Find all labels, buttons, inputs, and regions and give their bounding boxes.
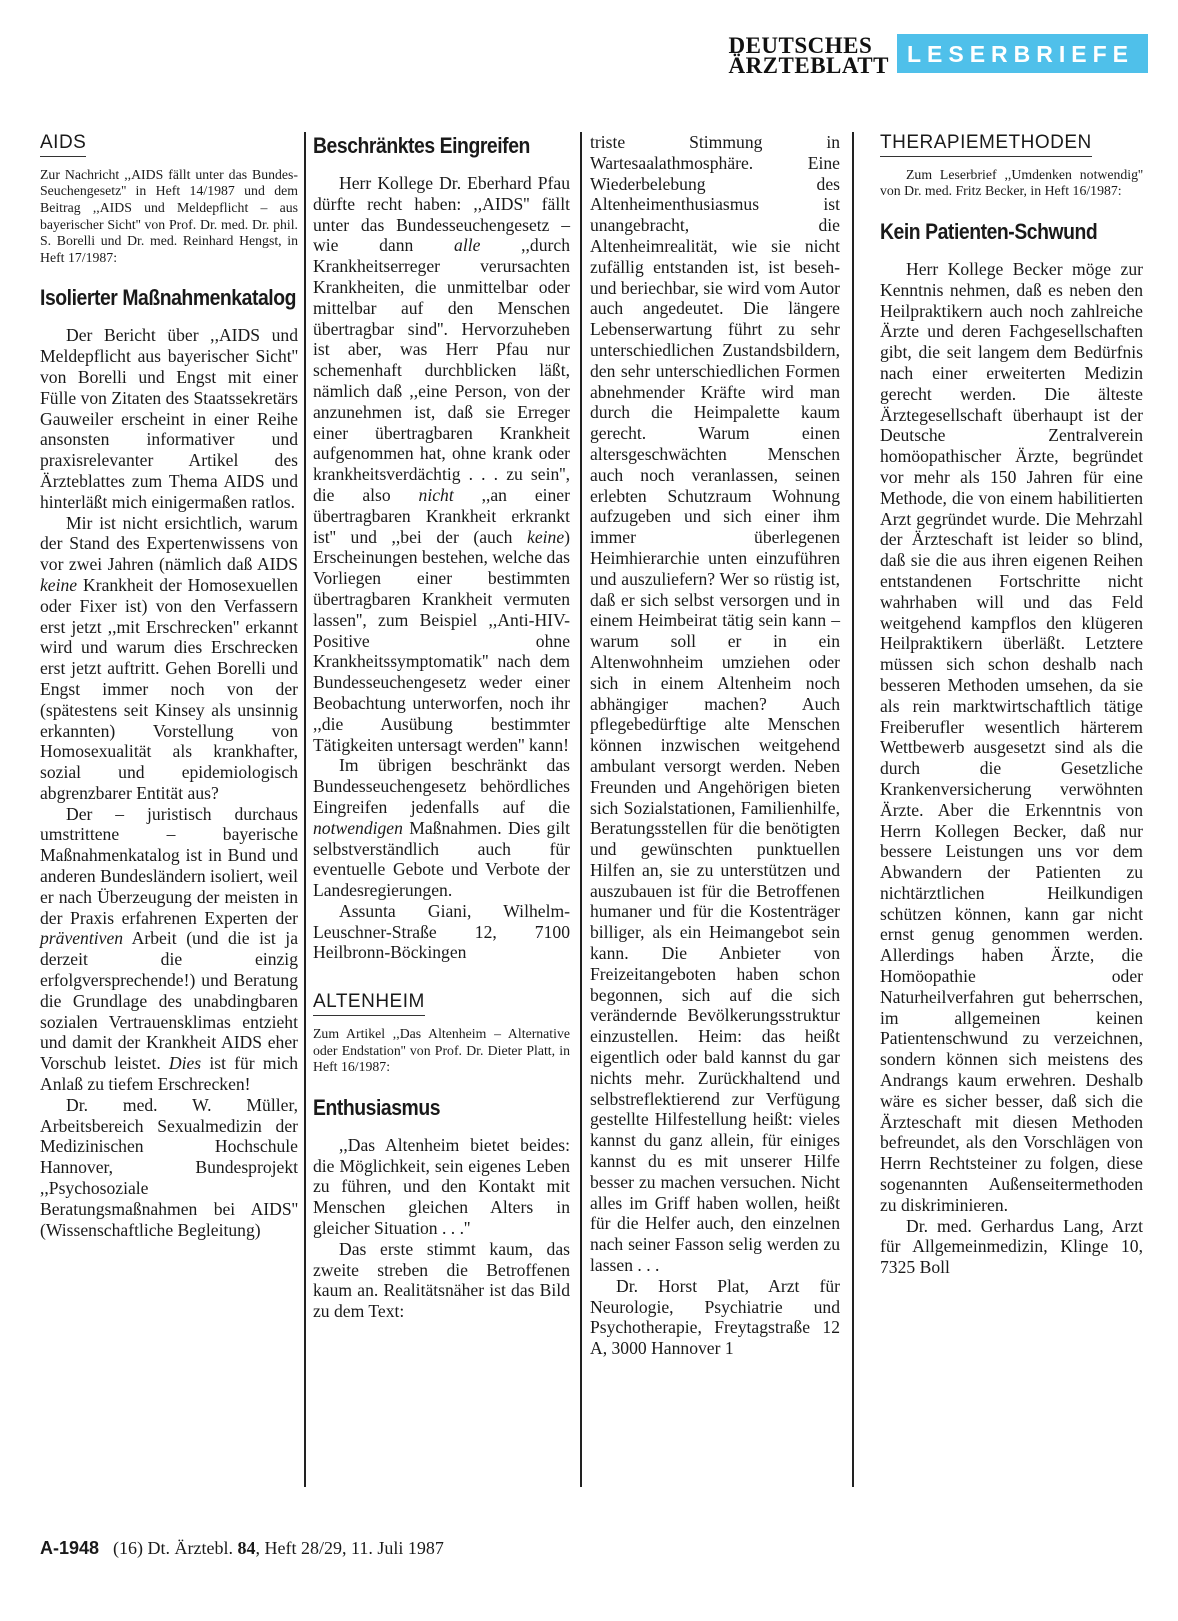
logo-line-2: ÄRZTEBLATT — [728, 53, 889, 78]
journal-logo — [728, 33, 889, 78]
volume-number: 84 — [237, 1538, 256, 1558]
page-number: A-1948 — [40, 1538, 100, 1558]
column-4 — [880, 132, 1143, 1278]
page-footer — [40, 1538, 444, 1559]
masthead — [728, 34, 1148, 76]
author-signature: Assunta Giani, Wilhelm-Leuschner-Straße 12, 7100 Heilbronn-Böckingen — [313, 900, 570, 963]
letter-headline: Kein Patienten-Schwund — [880, 218, 1098, 244]
author-signature: Dr. med. W. Müller, Arbeitsbereich Sexualmedizin der Medizinischen Hochschule Hannover, Bundesprojekt ,,Psychosoziale Beratungsmaßnahmen bei AIDS'' (Wissenschaftliche Begleitung) — [40, 1094, 298, 1240]
reference-note: Zur Nachricht ,,AIDS fällt unter das Bundes-Seuchengesetz'' in Heft 14/1987 und dem Beitrag ,,AIDS und Meldepflicht – aus bayerischer Sicht'' von Prof. Dr. med. Dr. phil. S. Borelli und Dr. med. Reinhard Hengst, in Heft 17/1987: — [40, 166, 298, 265]
author-signature: Dr. Horst Plat, Arzt für Neurologie, Psychiatrie und Psychotherapie, Freytagstraße 12 A, 3000 Hannover 1 — [590, 1275, 840, 1359]
body-paragraph: ,,Das Altenheim bietet beides: die Möglichkeit, sein eigenes Leben zu führen, und den Kontakt mit Menschen gleichen Alters in gleicher Situation . . .'' — [313, 1134, 570, 1239]
column-1 — [40, 132, 298, 1240]
column-2 — [313, 132, 570, 1322]
column-rule — [852, 132, 854, 1487]
author-signature: Dr. med. Gerhardus Lang, Arzt für Allgemeinmedizin, Klinge 10, 7325 Boll — [880, 1215, 1143, 1278]
body-paragraph: Mir ist nicht ersichtlich, warum der Stand des Expertenwissens von vor zwei Jahren (nämlich daß AIDS keine Krankheit der Homosexuellen oder Fixer ist) von den Verfassern erst jetzt ,,mit Erschrecken'' erkannt wird und warum dies Erschrecken erst jetzt auftritt. Gehen Borelli und Engst immer noch von der (spätestens seit Kinsey als unsinnig erkannten) Vorstellung von Homosexualität als krankhafter, sozial und epidemiologisch abgrenzbarer Entität aus? — [40, 512, 298, 803]
body-paragraph: Im übrigen beschränkt das Bundesseuchengesetz behördliches Eingreifen jedenfalls auf die notwendigen Maßnahmen. Dies gilt selbstverständlich auch für eventuelle Gebote und Verbote der Landesregierungen. — [313, 755, 570, 901]
body-paragraph: Der – juristisch durchaus umstrittene – bayerische Maßnahmenkatalog ist in Bund und anderen Bundesländern isoliert, weil er nach Überzeugung der meisten in der Praxis erfahrenen Experten der präventiven Arbeit (und die ist ja derzeit die einzig erfolgversprechende!) und Beratung die Grundlage des unabdingbaren sozialen Vertrauensklimas entzieht und damit der Krankheit AIDS eher Vorschub leistet. Dies ist für mich Anlaß zu tiefem Erschrecken! — [40, 803, 298, 1095]
topic-kicker: AIDS — [40, 133, 86, 157]
body-paragraph: Der Bericht über ,,AIDS und Meldepflicht aus bayerischer Sicht'' von Borelli und Engst mit einer Fülle von Zitaten des Staatssekretärs Gauweiler erscheint in einer Reihe ansonsten informativer und praxisrelevanter Artikel des Ärzteblattes zum Thema AIDS und hinterläßt mich einigermaßen ratlos. — [40, 325, 298, 512]
body-paragraph: Herr Kollege Becker möge zur Kenntnis nehmen, daß es neben den Heilpraktikern auch noch zahlreiche Ärzte und deren Fachgesellschaften gibt, die seit langem dem Bedürfnis nach einer erweiterten Medizin gerecht werden. Die älteste Ärztegesellschaft überhaupt ist der Deutsche Zentralverein homöopathischer Ärzte, begründet vor mehr als 150 Jahren für eine Methode, die von einem habilitierten Arzt gegründet wurde. Die Mehrzahl der Ärzteschaft ist leider so blind, daß sie die aus ihren eigenen Reihen entstandenen Fortschritte nicht wahrhaben will und das Feld weitgehend kampflos den klügeren Heilpraktikern überläßt. Letztere müssen sich schon deshalb nach besseren Methoden umsehen, da sie als rein marktwirtschaftlich tätige Freiberufler wesentlich härterem Wettbewerb ausgesetzt sind als die durch die Gesetzliche Krankenversicherung verwöhnten Ärzte. Aber die Erkenntnis von Herrn Kollegen Becker, daß nur bessere Leistungen uns vor dem Abwandern der Patienten zu nichtärztlichen Heilkundigen schützen können, kann gar nicht ernst genug genommen werden. Allerdings haben Ärzte, die Homöopathie oder Naturheilverfahren gut beherrschen, im allgemeinen keinen Patientenschwund zu verzeichnen, sondern können sich meistens des Andrangs kaum erwehren. Deshalb wäre es sicher besser, daß sich die Ärzteschaft mit diesen Methoden befreundet, als den Vorschlägen von Herrn Rechtsteiner zu folgen, diese sogenannten Außenseitermethoden zu diskriminieren. — [880, 258, 1143, 1215]
topic-kicker: ALTENHEIM — [313, 992, 425, 1016]
section-banner: LESERBRIEFE — [897, 34, 1148, 73]
citation-text: (16) Dt. Ärztebl. — [113, 1538, 238, 1558]
body-paragraph: Das erste stimmt kaum, das zweite streben die Betroffenen kaum an. Realitätsnäher ist das Bild zu dem Text: — [313, 1238, 570, 1322]
citation-issue: , Heft 28/29, 11. Juli 1987 — [255, 1538, 444, 1558]
letter-headline: Isolierter Maßnahmenkatalog — [40, 285, 297, 311]
body-paragraph: triste Stimmung in Wartesaalathmosphäre. Eine Wiederbelebung des Altenheimenthusiasmus ist unangebracht, die Altenheimrealität, wie sie nicht zufällig entstanden ist, ist beseh- und beriechbar, sie wird vom Autor auch angedeutet. Die längere Lebenserwartung führt zu sehr unterschiedlichen Zustandsbildern, den sehr unterschiedlichen Formen abnehmender Kräfte wird man durch die Heimpalette kaum gerecht. Warum einen altersgeschwächten Menschen auch noch veranlassen, seinen erlebten Schutzraum Wohnung aufzugeben und sich einer ihm immer überlegenen Heimhierarchie unten einzuführen und auszuliefern? Wer so rüstig ist, daß er sich selbst versorgen und in einem Heimbeirat tätig sein kann – warum soll er in ein Altenwohnheim umziehen oder sich in einem Altenheim noch abhängiger machen? Auch pflegebedürftige alte Menschen können inzwischen weitgehend ambulant versorgt werden. Neben Freunden und Angehörigen bieten sich Sozialstationen, Familienhilfe, Beratungsstellen für die benötigten und gewünschten punktuellen Hilfen an, sie zu unterstützen und auszubauen ist für die Betroffenen humaner und für die Kostenträger billiger, als ein Heimangebot sein kann. Die Anbieter von Freizeitangeboten haben schon begonnen, sich auf die sich verändernde Bevölkerungsstruktur einzustellen. Heim: das heißt eigentlich oder bald kannst du gar nichts mehr. Zurückhaltend und selbstreflektierend zur Verfügung gestellte Hilfestellung heißt: vieles kannst du ganz allein, für einiges kannst du es mit unserer Hilfe besser zu machen versuchen. Nicht alles im Griff haben wollen, heißt für die Helfer auch, den einzelnen nach seiner Fasson selig werden zu lassen . . . — [590, 132, 840, 1276]
letter-headline: Beschränktes Eingreifen — [313, 133, 530, 158]
column-rule — [580, 132, 582, 1487]
reference-note: Zum Artikel ,,Das Altenheim – Alternative oder Endstation'' von Prof. Dr. Dieter Platt, in Heft 16/1987: — [313, 1026, 570, 1075]
logo-line-1: DEUTSCHES — [728, 33, 873, 58]
column-3 — [590, 132, 840, 1359]
body-paragraph: Herr Kollege Dr. Eberhard Pfau dürfte recht haben: ,,AIDS'' fällt unter das Bundesseuchengesetz – wie dann alle ,,durch Krankheitserreger verursachten Krankheiten, die unmittelbar oder mittelbar auf den Menschen übertragbar sind''. Hervorzuheben ist aber, was Herr Pfau nur schemenhaft durchblicken läßt, nämlich daß ,,eine Person, von der anzunehmen ist, daß sie Erreger einer übertragbaren Krankheit aufgenommen hat, ohne krank oder krankheitsverdächtig . . . zu sein'', die also nicht ,,an einer übertragbaren Krankheit erkrankt ist'' und ,,bei der (auch keine) Erscheinungen bestehen, welche das Vorliegen einer bestimmten übertragbaren Krankheit vermuten lassen'', zum Beispiel ,,Anti-HIV-Positive ohne Krankheitssymptomatik'' nach dem Bundesseuchengesetz weder einer Beobachtung unterworfen, noch ihr ,,die Ausübung bestimmter Tätigkeiten untersagt werden'' kann! — [313, 173, 570, 755]
column-rule — [304, 132, 306, 1487]
letter-headline: Enthusiasmus — [313, 1094, 441, 1120]
reference-note: Zum Leserbrief ,,Umdenken notwendig'' von Dr. med. Fritz Becker, in Heft 16/1987: — [880, 166, 1143, 199]
topic-kicker: THERAPIEMETHODEN — [880, 133, 1092, 157]
